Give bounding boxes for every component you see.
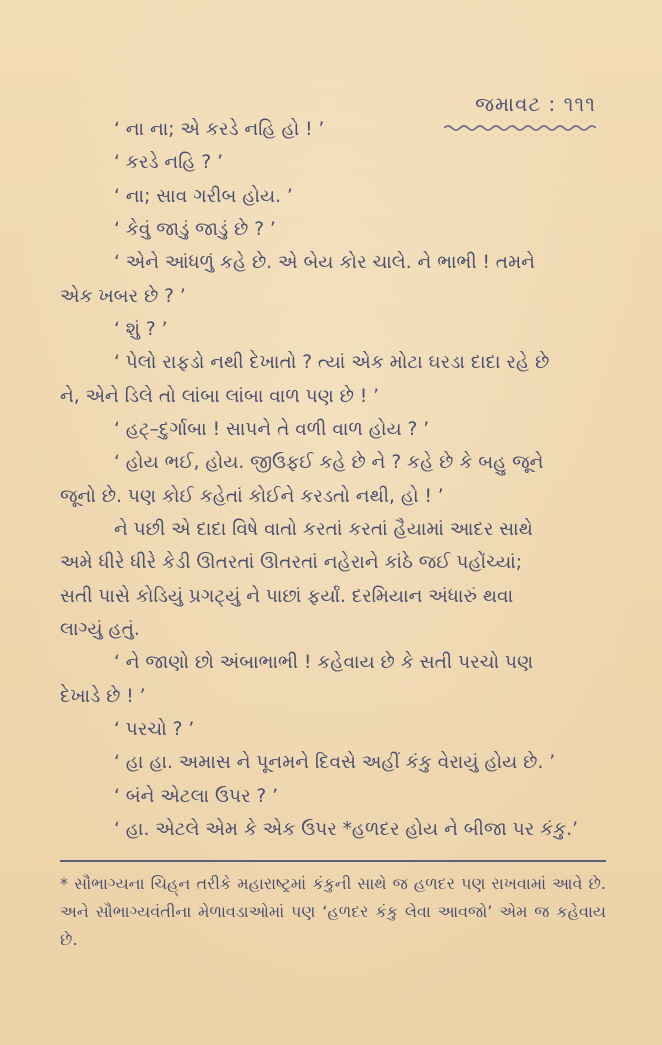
text-line: ‘ પરચો ? ’ xyxy=(114,719,195,740)
text-line: દેખાડે છે ! ’ xyxy=(60,685,146,707)
text-line: ‘ ને જાણો છો અંબાભાભી ! કહેવાય છે કે સતી પરચો પણ xyxy=(114,652,534,674)
text-line: ‘ હટ્‌–દુર્ગાબા ! સાપને તે વળી વાળ હોય ? ’ xyxy=(114,419,430,440)
running-head-wavy-rule xyxy=(444,124,596,132)
text-line: ‘ કેવું જાડું જાડું છે ? ’ xyxy=(114,219,276,240)
footnote-rule xyxy=(60,860,606,862)
text-line: ‘ શું ? ’ xyxy=(114,319,168,340)
text-line: ‘ પેલો રાફડો નથી દેખાતો ? ત્યાં એક મોટા ઘરડા દાદા રહે છે xyxy=(114,352,550,374)
text-line: સતી પાસે કોડિયું પ્રગટ્યું ને પાછાં ફર્યાં. દરમિયાન અંધારું થવા xyxy=(60,585,514,607)
text-line: ‘ હોય ભઈ, હોય. જીઉફઈ કહે છે ને ? કહે છે કે બહુ જૂને xyxy=(114,452,544,474)
text-line: ‘ બંને એટલા ઉપર ? ’ xyxy=(114,785,278,807)
text-line: જૂનો છે. પણ કોઈ કહેતાં કોઈને કરડતો નથી, હો ! ’ xyxy=(60,485,444,507)
text-line: ‘ ના ના; એ કરડે નહિ હો ! ’ xyxy=(114,119,325,140)
text-line: ને, એને ડિલે તો લાંબા લાંબા વાળ પણ છે ! ’ xyxy=(60,385,380,407)
text-line: ને પછી એ દાદા વિષે વાતો કરતાં કરતાં હૈયામાં આદર સાથે xyxy=(114,519,533,540)
running-head: જમાવટ : ૧૧૧ xyxy=(475,92,596,116)
text-line: લાગ્યું હતું. xyxy=(60,619,140,640)
text-line: ‘ એને આંધળું કહે છે. એ બેય કોર ચાલે. ને ભાભી ! તમને xyxy=(114,252,535,274)
text-line: ‘ હા હા. અમાસ ને પૂનમને દિવસે અહીં કંકુ વેરાયું હોય છે. ’ xyxy=(114,752,556,774)
text-line: ‘ હા. એટલે એમ કે એક ઉપર *હળદર હોય ને બીજા પર કંકુ.’ xyxy=(114,819,578,840)
text-line: એક ખબર છે ? ’ xyxy=(60,285,186,307)
text-line: અમે ધીરે ધીરે કેડી ઊતરતાં ઊતરતાં નહેરાને કાંઠે જઈ પહોંચ્યાં; xyxy=(60,552,523,574)
footnote: * સૌભાગ્યના ચિહ્‌ન તરીકે મહારાષ્ટ્રમાં કંકુની સાથે જ હળદર પણ રાખવામાં આવે છે. અને સૌભાગ્યવંતીના મેળાવડાઓમાં પણ ‘હળદર કંકુ લેવા આવજો’ એમ જ કહેવાય છે. xyxy=(60,874,606,949)
text-line: ‘ કરડે નહિ ? ’ xyxy=(114,152,224,174)
text-line: ‘ ના; સાવ ગરીબ હોય. ’ xyxy=(114,185,293,207)
